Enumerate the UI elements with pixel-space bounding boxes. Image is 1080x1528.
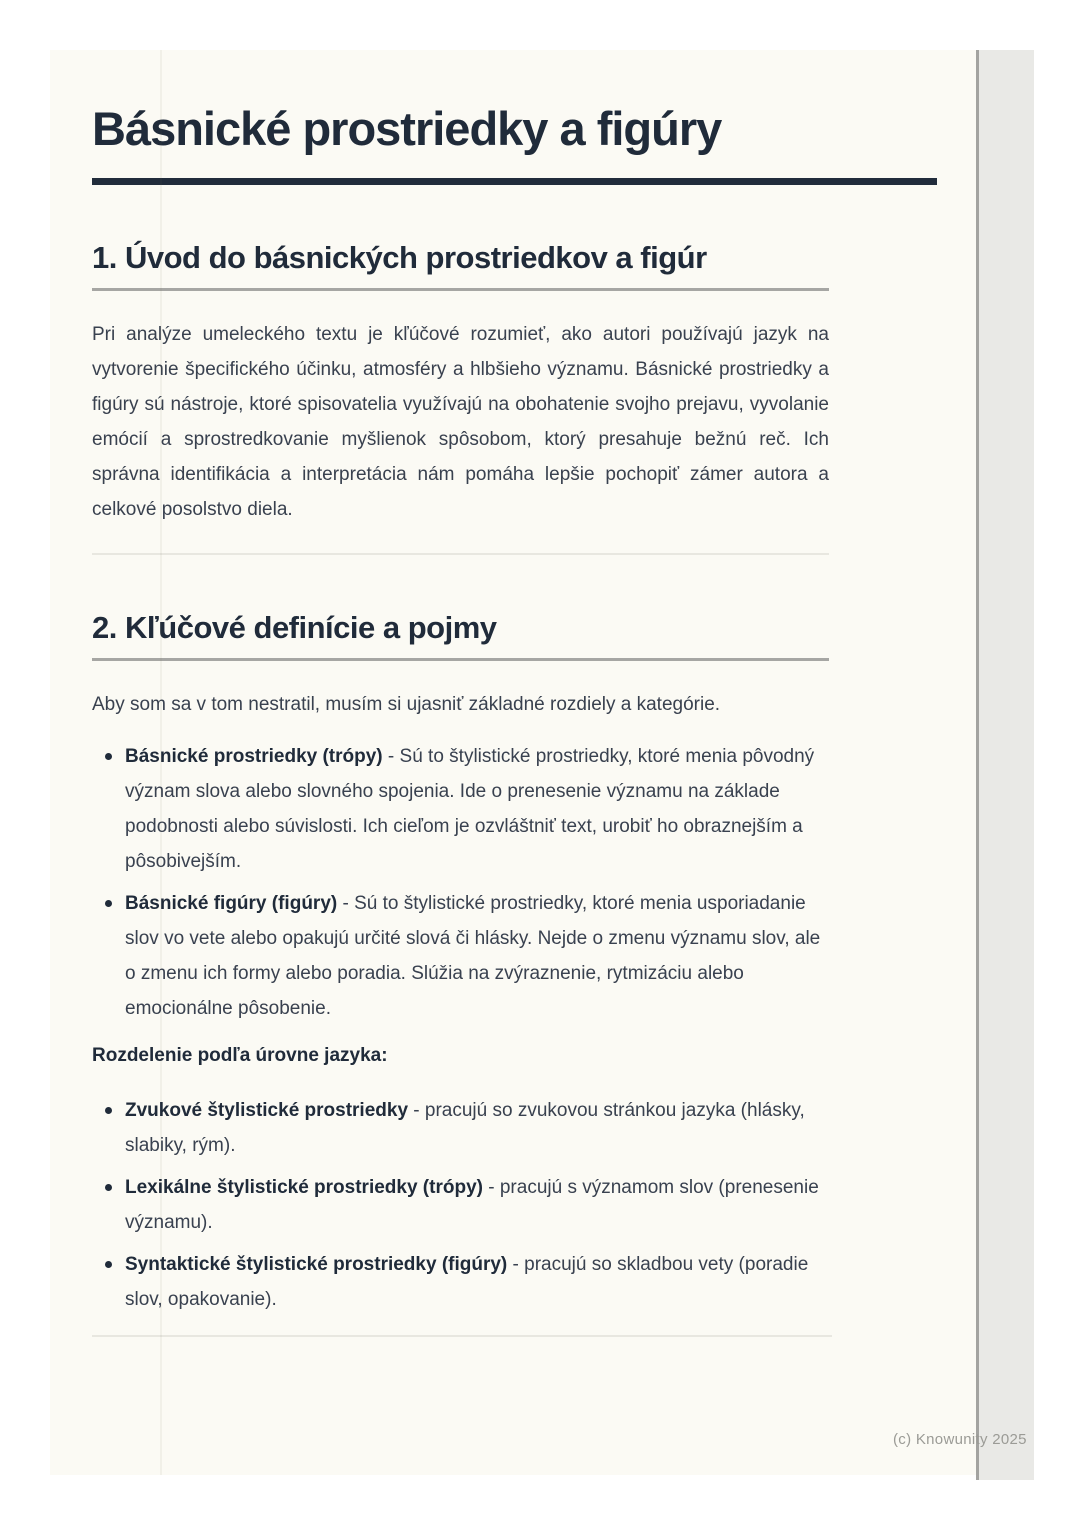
document-title: Básnické prostriedky a figúry [92, 100, 937, 185]
list-item-text: - pracujú so skladbou vety (poradie slov, opakovanie). [125, 1254, 809, 1310]
list-item-text: - Sú to štylistické prostriedky, ktoré menia pôvodný význam slova alebo slovného spojenia. Ide o prenesenie významu na základe podobnosti alebo súvislosti. Ich cieľom je ozvláštniť text, urobiť ho obraznejším a pôsobivejším. [125, 746, 815, 872]
list-item-syntactic-devices [92, 1247, 829, 1317]
section-2-heading: 2. Kľúčové definície a pojmy [92, 603, 829, 661]
list-item-tropes [92, 739, 829, 879]
list-item-text: - pracujú s významom slov (prenesenie významu). [125, 1177, 819, 1233]
content-column [92, 233, 829, 1337]
list-item-sound-devices [92, 1093, 829, 1163]
list-item-figures [92, 886, 829, 1026]
list-item-lead: Lexikálne štylistické prostriedky (trópy) [125, 1177, 483, 1198]
language-levels-list [92, 1093, 829, 1317]
section-1-heading: 1. Úvod do básnických prostriedkov a figúr [92, 233, 829, 291]
section-2-intro: Aby som sa v tom nestratil, musím si ujasniť základné rozdiely a kategórie. [92, 694, 721, 715]
list-item-lead: Básnické figúry (figúry) [125, 893, 338, 914]
page-edge-strip [976, 50, 1034, 1480]
list-item-lead: Syntaktické štylistické prostriedky (figúry) [125, 1254, 508, 1275]
list-item-lead: Zvukové štylistické prostriedky [125, 1100, 409, 1121]
list-item-text: - Sú to štylistické prostriedky, ktoré menia usporiadanie slov vo vete alebo opakujú určité slová či hlásky. Nejde o zmenu významu slov, ale o zmenu ich formy alebo poradia. Slúžia na zvýraznenie, rytmizáciu alebo emocionálne pôsobenie. [125, 893, 821, 1019]
section-divider [92, 553, 829, 555]
list-item-lexical-devices [92, 1170, 829, 1240]
language-levels-subheading: Rozdelenie podľa úrovne jazyka: [92, 1045, 388, 1066]
copyright-footer: (c) Knowunity 2025 [893, 1431, 1027, 1448]
list-item-text: - pracujú so zvukovou stránkou jazyka (hlásky, slabiky, rým). [125, 1100, 805, 1156]
bottom-divider [92, 1335, 832, 1337]
definitions-list [92, 739, 829, 1026]
section-1-paragraph: Pri analýze umeleckého textu je kľúčové rozumieť, ako autori používajú jazyk na vytvorenie špecifického účinku, atmosféry a hlbšieho významu. Básnické prostriedky a figúry sú nástroje, ktoré spisovatelia využívajú na obohatenie svojho prejavu, vyvolanie emócií a sprostredkovanie myšlienok spôsobom, ktorý presahuje bežnú reč. Ich správna identifikácia a interpretácia nám pomáha lepšie pochopiť zámer autora a celkové posolstvo diela. [92, 324, 829, 520]
list-item-lead: Básnické prostriedky (trópy) [125, 746, 383, 767]
document-page [50, 50, 976, 1475]
